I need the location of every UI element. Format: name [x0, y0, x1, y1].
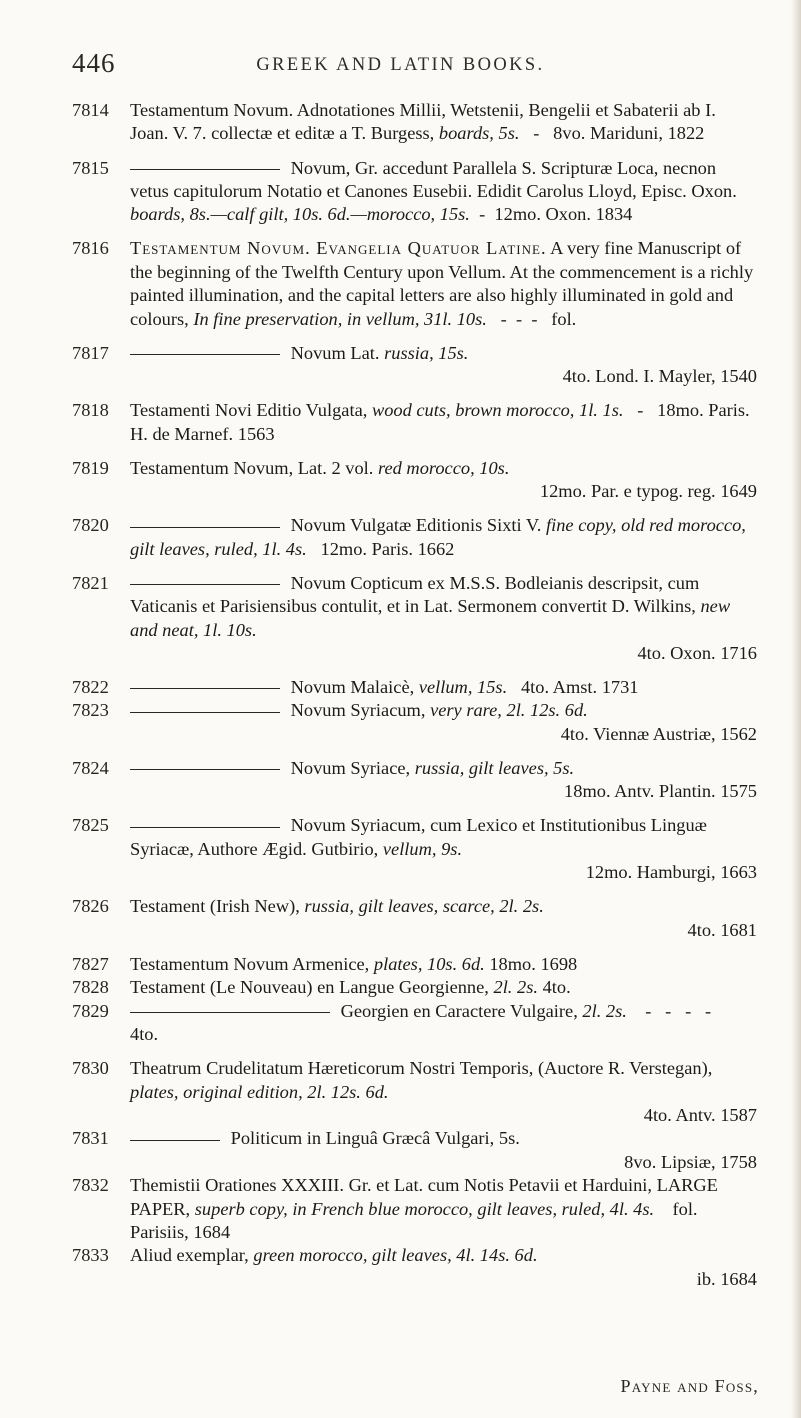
entry-binding: boards, 8s.—calf gilt, 10s. 6d.—morocco, 15s.	[130, 204, 470, 225]
entry-description: Adnotationes Millii, Wetstenii, Bengelii et Sabaterii ab I. Joan. V. 7. collectæ et editæ a T. Burgess,	[130, 100, 716, 144]
entry-binding: russia, gilt leaves, 5s.	[414, 757, 575, 778]
entry-number: 7826	[72, 896, 109, 917]
entry-binding: plates, original edition, 2l. 12s. 6d.	[130, 1081, 389, 1102]
entry-binding: green morocco, gilt leaves, 4l. 14s. 6d.	[253, 1245, 538, 1266]
ditto-rule	[130, 827, 280, 828]
entry-title: Novum Lat.	[290, 342, 380, 363]
entry-number: 7825	[72, 815, 109, 836]
ditto-rule	[130, 1012, 330, 1013]
entry-title: Testamentum Novum Armenice,	[130, 953, 370, 974]
entry-title: Novum Copticum ex M.S.S. Bodleianis descripsit,	[290, 572, 664, 593]
entry-description: (Auctore R. Verstegan),	[538, 1058, 713, 1079]
entry-imprint: 4to. Lond. I. Mayler, 1540	[562, 366, 757, 387]
entry-number: 7830	[72, 1058, 109, 1079]
entry-number: 7818	[72, 400, 109, 421]
entry-title: Testamentum Novum, Lat. 2 vol.	[130, 457, 374, 478]
entry-imprint: 4to. Viennæ Austriæ, 1562	[560, 723, 757, 744]
entry-imprint: 8vo. Mariduni, 1822	[553, 123, 705, 144]
entry-imprint: 12mo. Paris. 1662	[320, 538, 455, 559]
entry-title: Novum Malaicè,	[290, 677, 415, 698]
entry-imprint: 12mo. Par. e typog. reg. 1649	[539, 481, 757, 502]
catalogue-entry	[72, 1127, 757, 1174]
catalogue-entry	[72, 342, 757, 389]
entry-number: 7833	[72, 1245, 109, 1266]
page-number: 446	[72, 48, 116, 78]
entry-number: 7832	[72, 1175, 109, 1196]
entry-title: Testamentum Novum.	[130, 100, 294, 120]
catalogue-entry	[72, 1174, 757, 1244]
entry-description: cum Lexico et Institutionibus Linguæ Syriacæ, Authore Ægid. Gutbirio,	[130, 815, 707, 859]
entry-imprint: 18mo. Antv. Plantin. 1575	[564, 781, 757, 802]
entry-number: 7823	[72, 700, 109, 721]
entry-title: Testament (Irish New),	[130, 896, 300, 917]
entry-number: 7824	[72, 757, 109, 778]
entry-number: 7828	[72, 977, 109, 998]
entry-binding: boards, 5s.	[438, 123, 520, 144]
entry-imprint: 12mo. Hamburgi, 1663	[585, 862, 757, 883]
entry-binding: very rare, 2l. 12s. 6d.	[430, 700, 588, 721]
ditto-rule	[130, 769, 280, 770]
entry-title: Theatrum Crudelitatum Hæreticorum Nostri Temporis,	[130, 1058, 534, 1079]
entry-binding: russia, gilt leaves, scarce, 2l. 2s.	[304, 896, 544, 917]
entry-binding: superb copy, in French blue morocco, gilt leaves, ruled, 4l. 4s.	[194, 1198, 655, 1219]
catalogue-entry	[72, 757, 757, 804]
catalogue-entry: 7818 Testamenti Novi Editio Vulgata, wood cuts, brown morocco, 1l. 1s. - 18mo. Paris. H. de Marnef. 1563	[72, 400, 750, 444]
entry-description: Gr. accedunt Parallela S. Scripturæ Loca, necnon vetus capitulorum Notatio et Canones Eusebii. Edidit Carolus Lloyd, Episc. Oxon.	[130, 157, 737, 201]
page-header	[0, 48, 801, 88]
entry-binding: wood cuts, brown morocco, 1l. 1s.	[371, 400, 624, 421]
catalogue-entry	[72, 953, 757, 976]
entry-title: Testamenti Novi Editio Vulgata,	[130, 400, 368, 421]
entry-number: 7829	[72, 1000, 109, 1021]
entry-binding: russia, 15s.	[384, 342, 469, 363]
catalogue-entry	[72, 572, 757, 666]
entry-binding: red morocco, 10s.	[377, 457, 510, 478]
catalogue-entry	[72, 457, 757, 504]
entry-number: 7831	[72, 1128, 109, 1149]
catalogue-entry	[72, 1244, 757, 1291]
catalogue-entry	[72, 814, 757, 884]
page-edge-shadow	[791, 0, 801, 1418]
entry-imprint: 8vo. Lipsiæ, 1758	[624, 1151, 757, 1172]
entry-binding: plates, 10s. 6d.	[373, 953, 485, 974]
entry-binding: vellum, 15s.	[418, 677, 508, 698]
entry-binding: new and neat, 1l. 10s.	[130, 596, 731, 640]
entry-binding: 2l. 2s.	[493, 977, 538, 998]
ditto-rule	[130, 712, 280, 713]
ditto-rule	[130, 688, 280, 689]
entry-title: Novum Syriacum,	[290, 815, 426, 836]
entry-imprint: 4to. Amst. 1731	[520, 677, 639, 698]
entry-number: 7819	[72, 457, 109, 478]
catalogue-entry: 7829 Georgien en Caractere Vulgaire, 2l. 2s. - - - - 4to.	[72, 1000, 725, 1045]
entry-number: 7827	[72, 953, 109, 974]
entry-binding: 2l. 2s.	[582, 1000, 627, 1021]
entry-title: Themistii Orationes XXXIII. Gr. et Lat.	[130, 1175, 424, 1196]
ditto-rule	[130, 169, 280, 170]
entry-description: cum Vaticanis et Parisiensibus contulit, et in Lat. Sermonem convertit D. Wilkins,	[130, 572, 700, 617]
running-head: GREEK AND LATIN BOOKS.	[256, 55, 545, 75]
entry-title: Novum Vulgatæ Editionis Sixti V.	[290, 515, 542, 536]
catalogue-entry: 7814 Testamentum Novum. Adnotationes Millii, Wetstenii, Bengelii et Sabaterii ab I. Joan. V. 7. collectæ et editæ a T. Burgess, boards, 5s. - 8vo. Mariduni, 1822	[72, 100, 716, 144]
entry-imprint: 18mo. 1698	[489, 953, 578, 974]
entry-number: 7822	[72, 677, 109, 698]
entry-number: 7815	[72, 157, 109, 178]
entry-description: A very fine Manuscript of the beginning of the Twelfth Century upon Vellum. At the commencement is a richly painted illumination, and the capital letters are also highly illuminated in gold and colours,	[130, 238, 754, 329]
entry-title: Aliud exemplar,	[130, 1245, 249, 1266]
entry-title: Georgien en Caractere Vulgaire,	[340, 1000, 578, 1021]
entry-imprint: ib. 1684	[696, 1268, 757, 1289]
catalogue-entry	[72, 699, 757, 746]
entry-number: 7821	[72, 572, 109, 593]
entry-imprint: fol. Parisiis, 1684	[130, 1198, 698, 1242]
ditto-rule	[130, 1140, 220, 1141]
catalogue-entry	[72, 1057, 757, 1127]
entry-imprint: 4to.	[130, 1024, 159, 1045]
entry-imprint: fol.	[551, 308, 577, 329]
entry-description: cum Notis Petavii et Harduini, LARGE PAPER,	[130, 1175, 718, 1219]
entry-number: 7817	[72, 342, 109, 363]
entry-binding: 5s.	[498, 1128, 520, 1149]
entry-imprint: 4to. Oxon. 1716	[637, 642, 757, 663]
entry-imprint: 4to. 1681	[687, 919, 757, 940]
entry-title: Politicum in Linguâ Græcâ Vulgari,	[230, 1128, 495, 1149]
entry-title: Testament (Le Nouveau) en Langue Georgienne,	[130, 977, 489, 998]
catalogue-entry	[72, 514, 757, 561]
entry-binding: In fine preservation, in vellum, 31l. 10s.	[193, 308, 487, 329]
ditto-rule	[130, 584, 280, 585]
entry-number: 7816	[72, 238, 109, 259]
entry-imprint: 18mo. Paris. H. de Marnef. 1563	[130, 400, 750, 444]
entry-title: Novum Syriacum,	[290, 700, 426, 721]
catalogue-entry	[72, 895, 757, 942]
entry-imprint: 4to.	[542, 977, 571, 998]
entry-title: Testamentum Novum. Evangelia Quatuor Latine.	[130, 238, 547, 259]
entry-binding: vellum, 9s.	[382, 838, 463, 859]
catalogue-entry: 7816 Testamentum Novum. Evangelia Quatuor Latine. A very fine Manuscript of the beginning of the Twelfth Century upon Vellum. At the commencement is a richly painted illumination, and the capital letters are also highly illuminated in gold and colours, In fine preservation, in vellum, 31l. 10s. - - - fol.	[72, 238, 754, 329]
entry-title: Novum Syriace,	[290, 757, 411, 778]
entry-imprint: 12mo. Oxon. 1834	[494, 204, 633, 225]
entry-title: Novum,	[290, 157, 351, 178]
catalogue-entry	[72, 976, 757, 999]
entry-number: 7820	[72, 515, 109, 536]
catalogue-entry	[72, 676, 757, 699]
catchword: Payne and Foss,	[620, 1376, 759, 1396]
entry-binding: fine copy, old red morocco, gilt leaves, ruled, 1l. 4s.	[130, 515, 746, 559]
entry-imprint: 4to. Antv. 1587	[643, 1104, 757, 1125]
ditto-rule	[130, 354, 280, 355]
ditto-rule	[130, 527, 280, 528]
entry-number: 7814	[72, 100, 109, 120]
catalogue-listing	[72, 99, 757, 1291]
catalogue-entry: 7815 Novum, Gr. accedunt Parallela S. Scripturæ Loca, necnon vetus capitulorum Notatio et Canones Eusebii. Edidit Carolus Lloyd, Episc. Oxon. boards, 8s.—calf gilt, 10s. 6d.—morocco, 15s. - 12mo. Oxon. 1834	[72, 157, 737, 225]
